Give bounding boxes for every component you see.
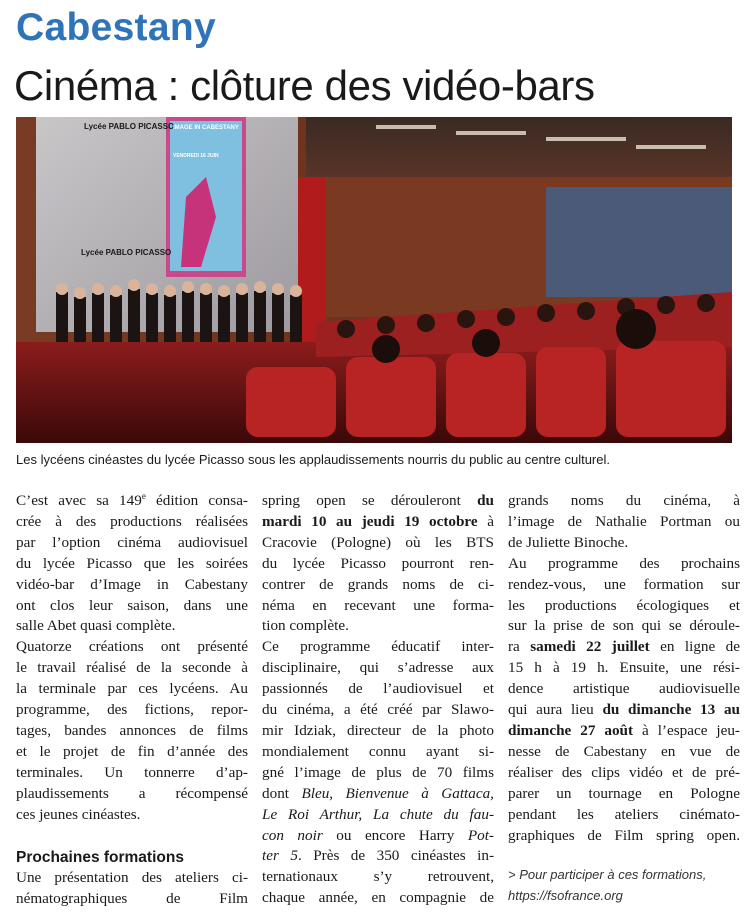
paragraph-line: Une présentation des ateliers ci- — [16, 869, 248, 887]
paragraph-line: 15 h à 19 h. Ensuite, une rési- — [508, 659, 740, 677]
paragraph-line: plaudissements a récompensé — [16, 784, 248, 802]
paragraph-line: par l’option cinéma audiovisuel — [16, 533, 248, 551]
paragraph-line: pendant les ateliers cinémato- — [508, 805, 740, 823]
article-column-1 — [16, 491, 248, 910]
paragraph-line: qui aura lieu du dimanche 13 au — [508, 701, 740, 719]
info-note: > Pour participer à ces formations, — [508, 867, 707, 883]
paragraph-line: tages, bandes annonces de films — [16, 721, 248, 739]
article-column-3 — [508, 491, 740, 906]
paragraph-line: et le projet de fin d’année des — [16, 742, 248, 760]
paragraph-line: les productions écologiques et — [508, 596, 740, 614]
paragraph-line: Le Roi Arthur, La chute du fau- — [262, 805, 494, 823]
paragraph-line: chaque année, en compagnie de — [262, 889, 494, 907]
paragraph-line: C’est avec sa 149e édition consa- — [16, 491, 248, 509]
paragraph-line: du lycée Picasso que les soirées — [16, 554, 248, 572]
paragraph-line: de Juliette Binoche. — [508, 533, 629, 551]
paragraph-line: Cracovie (Pologne) où les BTS — [262, 533, 494, 551]
paragraph-line: néma en recevant une forma- — [262, 596, 494, 614]
screen-logo-2: Lycée PABLO PICASSO — [81, 248, 172, 257]
paragraph-line: nesse de Cabestany en vue de — [508, 742, 740, 760]
paragraph-line: du lycée Picasso pourront ren- — [262, 554, 494, 572]
photo-caption: Les lycéens cinéastes du lycée Picasso sous les applaudissements nourris du public au centre culturel. — [16, 452, 610, 467]
cinema-audience-photo — [16, 117, 732, 443]
paragraph-line: programme, des fictions, repor- — [16, 701, 248, 719]
article-column-2 — [262, 491, 494, 909]
paragraph-line: le travail réalisé de la seconde à — [16, 659, 248, 677]
paragraph-line: vidéo-bar d’Image in Cabestany — [16, 575, 248, 593]
paragraph-line: crée à des productions réalisées — [16, 512, 248, 530]
paragraph-line: Quatorze créations ont présenté — [16, 638, 248, 656]
paragraph-line: grands noms du cinéma, à — [508, 492, 740, 509]
paragraph-line: l’image de Nathalie Portman ou — [508, 512, 740, 530]
paragraph-line: contrer de grands noms de ci- — [262, 575, 494, 593]
paragraph-line: dimanche 27 août à l’espace jeu- — [508, 721, 740, 739]
paragraph-line: sur la prise de son qui se déroule- — [508, 617, 740, 635]
article-photo — [16, 117, 732, 443]
paragraph-line: salle Abet quasi complète. — [16, 617, 176, 635]
paragraph-line: Ce programme éducatif inter- — [262, 638, 494, 656]
section-kicker: Cabestany — [16, 6, 216, 49]
paragraph-line: tion complète. — [262, 617, 349, 635]
paragraph-line: con noir ou encore Harry Pot- — [262, 826, 494, 844]
article-headline: Cinéma : clôture des vidéo-bars — [14, 62, 595, 109]
screen-logo-1: Lycée PABLO PICASSO — [84, 122, 175, 131]
paragraph-line: du cinéma, a été créé par Slawo- — [262, 701, 494, 719]
paragraph-line: passionnés de l’audiovisuel et — [262, 680, 494, 698]
subheading: Prochaines formations — [16, 848, 184, 866]
paragraph-line: ont clos leur saison, dans une — [16, 596, 248, 614]
paragraph-line: dont Bleu, Bienvenue à Gattaca, — [262, 784, 494, 802]
paragraph-line: disciplinaire, qui s’adresse aux — [262, 659, 494, 677]
paragraph-line: ra samedi 22 juillet en ligne de — [508, 638, 740, 656]
paragraph-line: mardi 10 au jeudi 19 octobre à — [262, 512, 494, 530]
paragraph-line: parer un tournage en Pologne — [508, 784, 740, 802]
paragraph-line: ternationaux s’y retrouvent, — [262, 868, 494, 886]
paragraph-line: gné l’image de plus de 70 films — [262, 763, 494, 781]
paragraph-line: spring open se dérouleront du — [262, 492, 494, 509]
paragraph-line: nématographiques de Film — [16, 890, 248, 908]
paragraph-line: mondialement connu ayant si- — [262, 742, 494, 760]
paragraph-line: mir Idziak, directeur de la photo — [262, 721, 494, 739]
paragraph-line: Au programme des prochains — [508, 554, 740, 572]
paragraph-line: la terminale par ces lycéens. Au — [16, 680, 248, 698]
info-link[interactable]: https://fsofrance.org — [508, 888, 623, 904]
paragraph-line: dence artistique audiovisuelle — [508, 680, 740, 698]
paragraph-line: terminales. Un tonnerre d’ap- — [16, 763, 248, 781]
paragraph-line: réaliser des clips vidéo et de pré- — [508, 763, 740, 781]
poster-date: VENDREDI 16 JUIN — [173, 153, 219, 159]
paragraph-line: rendez-vous, une formation sur — [508, 575, 740, 593]
paragraph-line: ces jeunes cinéastes. — [16, 805, 141, 823]
paragraph-line: graphiques de Film spring open. — [508, 826, 740, 844]
paragraph-line: ter 5. Près de 350 cinéastes in- — [262, 847, 494, 865]
poster-title: IMAGE IN CABESTANY — [173, 125, 239, 131]
